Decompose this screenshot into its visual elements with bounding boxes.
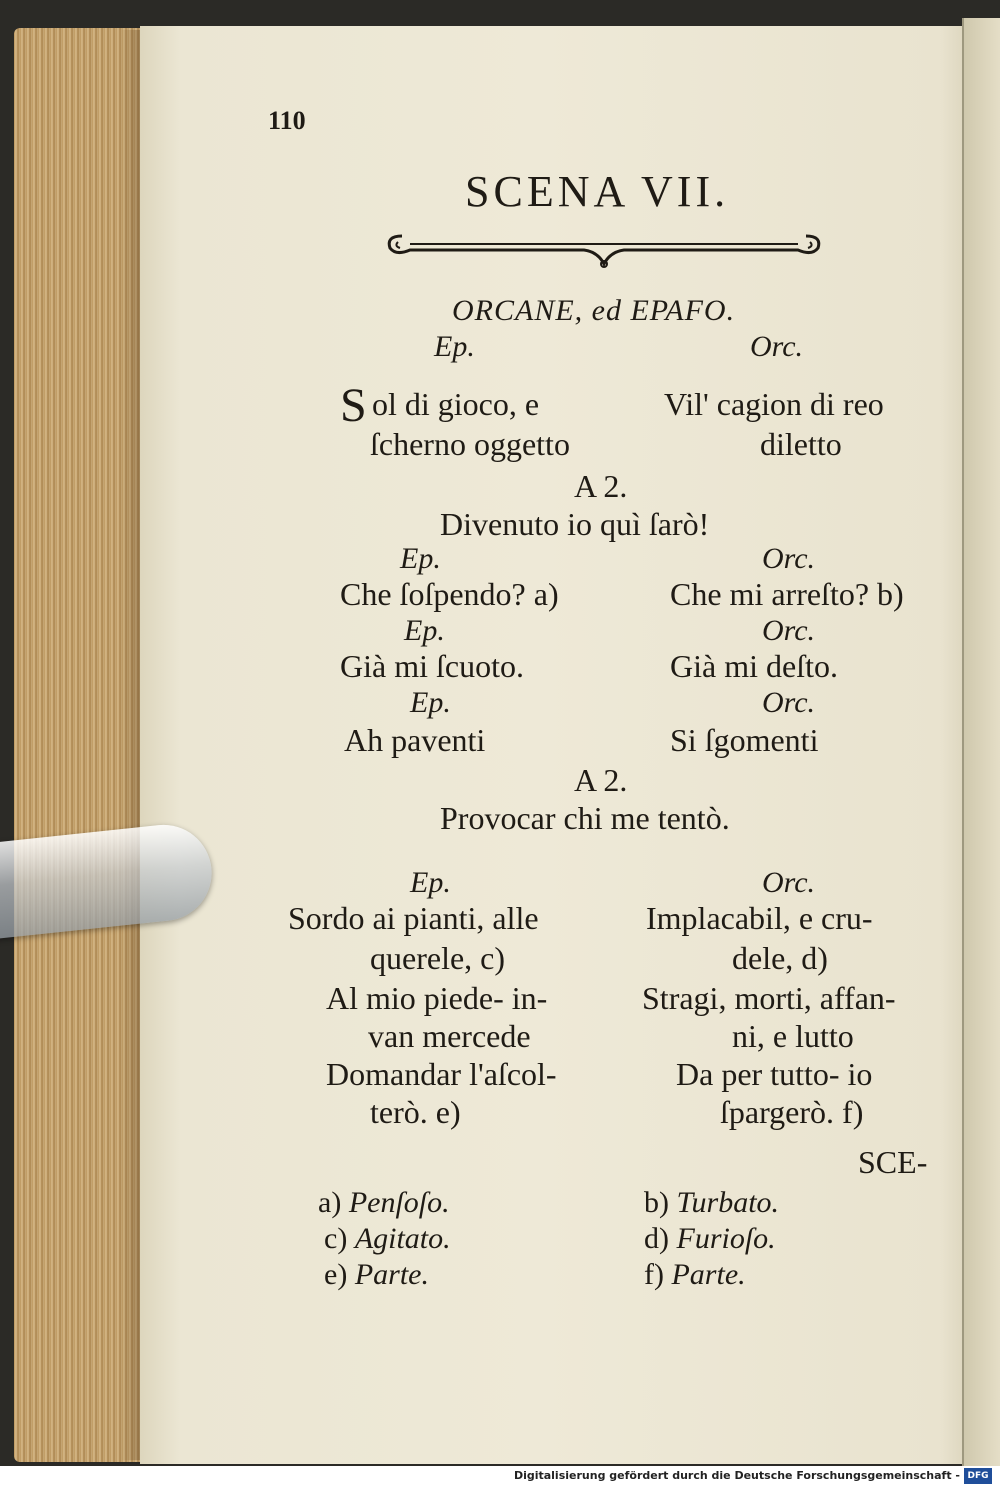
aria-orc-line: ni, e lutto [732, 1018, 854, 1054]
footnote [644, 1258, 746, 1292]
speaker-orc: Orc. [762, 686, 816, 719]
footnote-text: Parte. [354, 1258, 429, 1291]
ornamental-rule-icon [384, 214, 824, 270]
speaker-ep: Ep. [404, 614, 445, 647]
exchange-ep-line: Che ſoſpendo? a) [340, 576, 559, 612]
aria-ep-line: terò. e) [370, 1094, 461, 1130]
catchword: SCE- [858, 1144, 928, 1180]
speaker-ep: Ep. [410, 866, 451, 899]
footer-credit: Digitalisierung gefördert durch die Deutsche Forschungsgemeinschaft - [513, 1469, 960, 1482]
aria-orc-line: Implacabil, e cru- [646, 900, 873, 936]
footnote-mark: b) [644, 1186, 669, 1219]
verse-ep-line: ol di gioco, e [372, 386, 540, 422]
footnote-mark: d) [644, 1222, 669, 1255]
aria-orc-line: Da per tutto- io [676, 1056, 873, 1092]
speaker-orc: Orc. [762, 542, 816, 575]
duet-line: Divenuto io quì ſarò! [440, 506, 710, 542]
verse-orc-line: Vil' cagion di reo [664, 386, 884, 422]
aria-ep-line: Domandar l'aſcol- [326, 1056, 557, 1092]
footnote-text: Furioſo. [676, 1222, 776, 1255]
footnote-mark: e) [324, 1258, 348, 1291]
exchange-orc-line: Che mi arreſto? b) [670, 576, 904, 612]
duet-line: Provocar chi me tentò. [440, 800, 730, 836]
speaker-orc: Orc. [762, 614, 816, 647]
speaker-orc: Orc. [750, 330, 804, 363]
characters-heading: ORCANE, ed EPAFO. [452, 294, 736, 327]
footnote-text: Penſoſo. [348, 1186, 450, 1219]
footnote [324, 1258, 429, 1292]
aria-ep-line: van mercede [368, 1018, 531, 1054]
aria-orc-line: ſpargerò. f) [720, 1094, 864, 1130]
footnote-text: Parte. [671, 1258, 746, 1291]
footnote-mark: a) [318, 1186, 342, 1219]
page-number: 110 [268, 106, 306, 135]
aria-ep-line: Sordo ai pianti, alle [288, 900, 539, 936]
dfg-logo-icon: DFG [964, 1468, 992, 1484]
footnote-mark: f) [644, 1258, 664, 1291]
drop-initial: S [340, 379, 367, 432]
exchange-orc-line: Già mi deſto. [670, 648, 838, 684]
exchange-ep-line: Già mi ſcuoto. [340, 648, 524, 684]
footnote [644, 1186, 779, 1220]
footnote-text: Agitato. [354, 1222, 451, 1255]
scene-title: SCENA VII. [465, 167, 730, 216]
speaker-ep: Ep. [410, 686, 451, 719]
aria-ep-line: Al mio piede- in- [326, 980, 548, 1016]
footnote-mark: c) [324, 1222, 348, 1255]
footnote [644, 1222, 776, 1256]
exchange-ep-line: Ah paventi [344, 722, 486, 758]
verse-orc-line: diletto [760, 426, 842, 462]
aria-orc-line: dele, d) [732, 940, 828, 976]
aria-orc-line: Stragi, morti, affan- [642, 980, 896, 1016]
speaker-orc: Orc. [762, 866, 816, 899]
next-page-edge [962, 18, 1000, 1468]
a-due-marker: A 2. [574, 468, 628, 504]
footnote-text: Turbato. [676, 1186, 780, 1219]
speaker-ep: Ep. [434, 330, 475, 363]
a-due-marker: A 2. [574, 762, 628, 798]
exchange-orc-line: Si ſgomenti [670, 722, 819, 758]
footnote [318, 1186, 450, 1220]
verse-ep-line: ſcherno oggetto [370, 426, 570, 462]
speaker-ep: Ep. [400, 542, 441, 575]
aria-ep-line: querele, c) [370, 940, 506, 976]
footnote [324, 1222, 451, 1256]
